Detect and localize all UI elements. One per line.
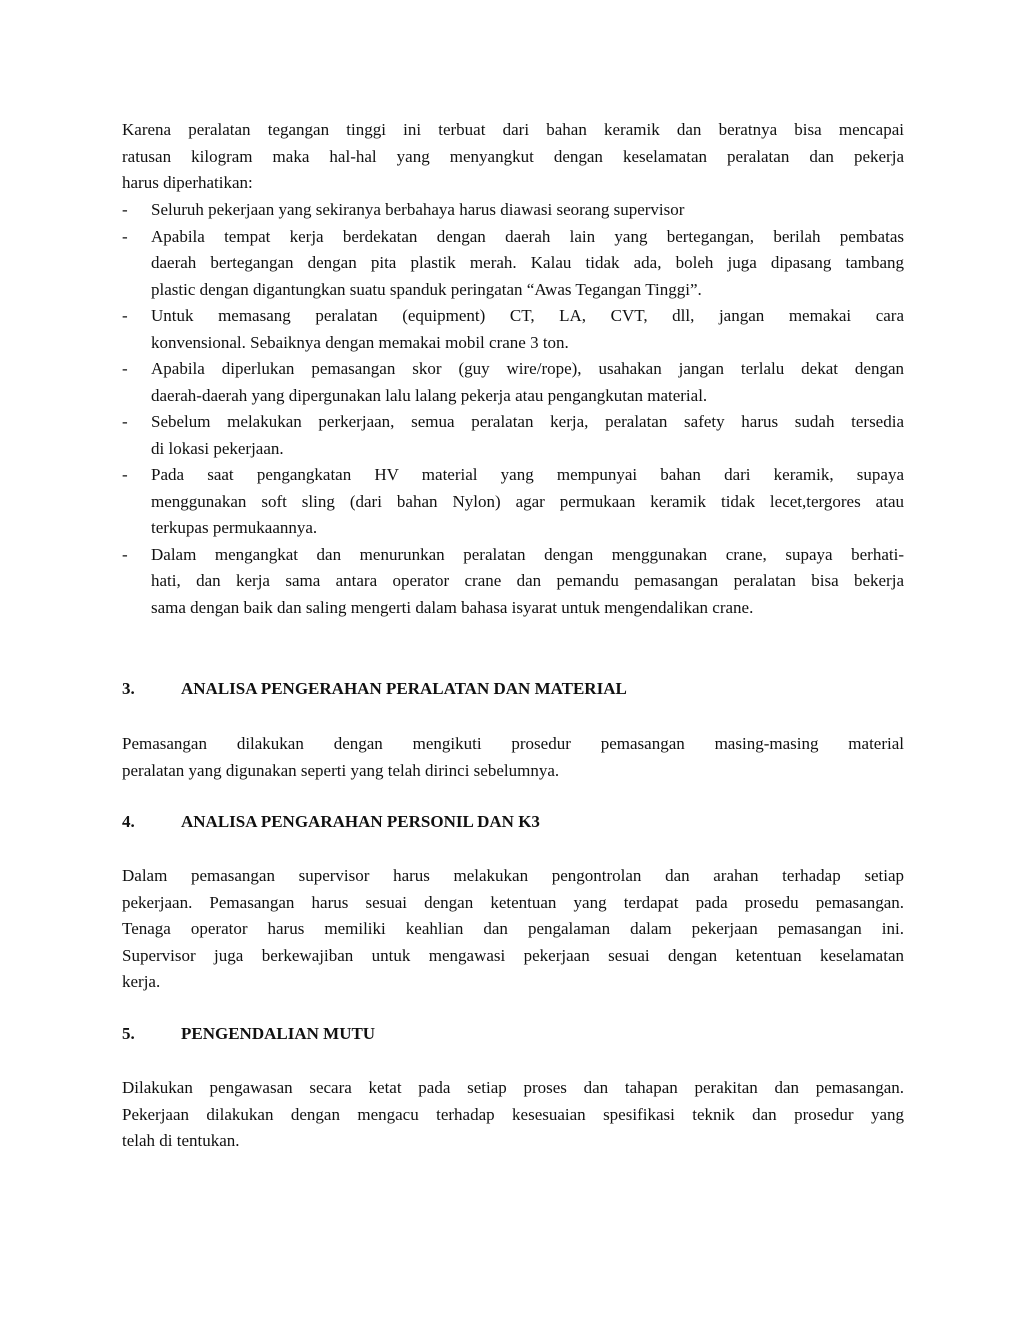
list-item [122,224,904,304]
section-4-paragraph [122,863,904,996]
safety-bullet-list [122,197,904,621]
paragraph-line: kerja. [122,972,161,991]
bullet-dash: - [122,200,128,219]
list-item [122,303,904,356]
bullet-line: Sebelum melakukan perkerjaan, semua peralatan kerja, peralatan safety harus sudah tersedia [151,412,904,431]
list-item [122,542,904,622]
section-title: ANALISA PENGARAHAN PERSONIL DAN K3 [181,812,540,831]
bullet-line: Apabila diperlukan pemasangan skor (guy wire/rope), usahakan jangan terlalu dekat dengan [151,359,904,378]
section-number: 5. [122,1024,135,1043]
section-number: 4. [122,812,135,831]
bullet-dash: - [122,465,128,484]
section-4-heading [122,809,540,836]
paragraph-line: Dalam pemasangan supervisor harus melakukan pengontrolan dan arahan terhadap setiap [122,866,904,885]
paragraph-line: Dilakukan pengawasan secara ketat pada setiap proses dan tahapan perakitan dan pemasangan. [122,1078,904,1097]
bullet-line: menggunakan soft sling (dari bahan Nylon) agar permukaan keramik tidak lecet,tergores atau [151,491,904,511]
section-3-paragraph [122,731,904,784]
section-number: 3. [122,679,135,698]
list-item [122,462,904,542]
intro-line: Karena peralatan tegangan tinggi ini terbuat dari bahan keramik dan beratnya bisa mencapai [122,120,904,139]
paragraph-line: peralatan yang digunakan seperti yang telah dirinci sebelumnya. [122,760,560,780]
intro-line: ratusan kilogram maka hal-hal yang menyangkut dengan keselamatan peralatan dan pekerja [122,146,904,166]
bullet-dash: - [122,306,128,325]
bullet-line: Apabila tempat kerja berdekatan dengan daerah lain yang bertegangan, berilah pembatas [151,226,904,246]
intro-paragraph [122,117,904,197]
paragraph-line: telah di tentukan. [122,1131,240,1150]
bullet-line: Seluruh pekerjaan yang sekiranya berbahaya harus diawasi seorang supervisor [151,200,685,219]
bullet-dash: - [122,226,128,246]
section-5-paragraph [122,1075,904,1155]
paragraph-line: Tenaga operator harus memiliki keahlian dan pengalaman dalam pekerjaan pemasangan ini. [122,919,904,938]
bullet-line: terkupas permukaannya. [151,518,318,537]
list-item [122,409,904,462]
bullet-line: sama dengan baik dan saling mengerti dalam bahasa isyarat untuk mengendalikan crane. [151,597,754,617]
bullet-line: daerah bertegangan dengan pita plastik merah. Kalau tidak ada, boleh juga dipasang tambang [151,253,904,272]
bullet-line: konvensional. Sebaiknya dengan memakai mobil crane 3 ton. [151,332,569,352]
bullet-dash: - [122,359,128,378]
section-title: PENGENDALIAN MUTU [181,1024,376,1043]
paragraph-line: Pekerjaan dilakukan dengan mengacu terhadap kesesuaian spesifikasi teknik dan prosedur yang [122,1104,904,1124]
bullet-line: plastic dengan digantungkan suatu spanduk peringatan “Awas Tegangan Tinggi”. [151,279,702,299]
bullet-line: Untuk memasang peralatan (equipment) CT, LA, CVT, dll, jangan memakai cara [151,306,904,325]
paragraph-line: Supervisor juga berkewajiban untuk mengawasi pekerjaan sesuai dengan ketentuan keselamatan [122,945,904,965]
list-item [122,197,904,224]
section-title: ANALISA PENGERAHAN PERALATAN DAN MATERIAL [181,679,627,698]
intro-line: harus diperhatikan: [122,173,253,192]
bullet-line: Pada saat pengangkatan HV material yang mempunyai bahan dari keramik, supaya [151,465,904,484]
section-3-heading [122,676,627,703]
bullet-line: Dalam mengangkat dan menurunkan peralatan dengan menggunakan crane, supaya berhati- [151,544,904,564]
bullet-line: daerah-daerah yang dipergunakan lalu lalang pekerja atau pengangkutan material. [151,385,708,405]
list-item [122,356,904,409]
bullet-dash: - [122,544,128,564]
paragraph-line: pekerjaan. Pemasangan harus sesuai dengan ketentuan yang terdapat pada prosedu pemasangan. [122,892,904,912]
paragraph-line: Pemasangan dilakukan dengan mengikuti prosedur pemasangan masing-masing material [122,734,904,753]
section-5-heading [122,1021,375,1048]
bullet-line: hati, dan kerja sama antara operator crane dan pemandu pemasangan peralatan bisa bekerja [151,571,904,590]
bullet-dash: - [122,412,128,431]
bullet-line: di lokasi pekerjaan. [151,438,284,458]
